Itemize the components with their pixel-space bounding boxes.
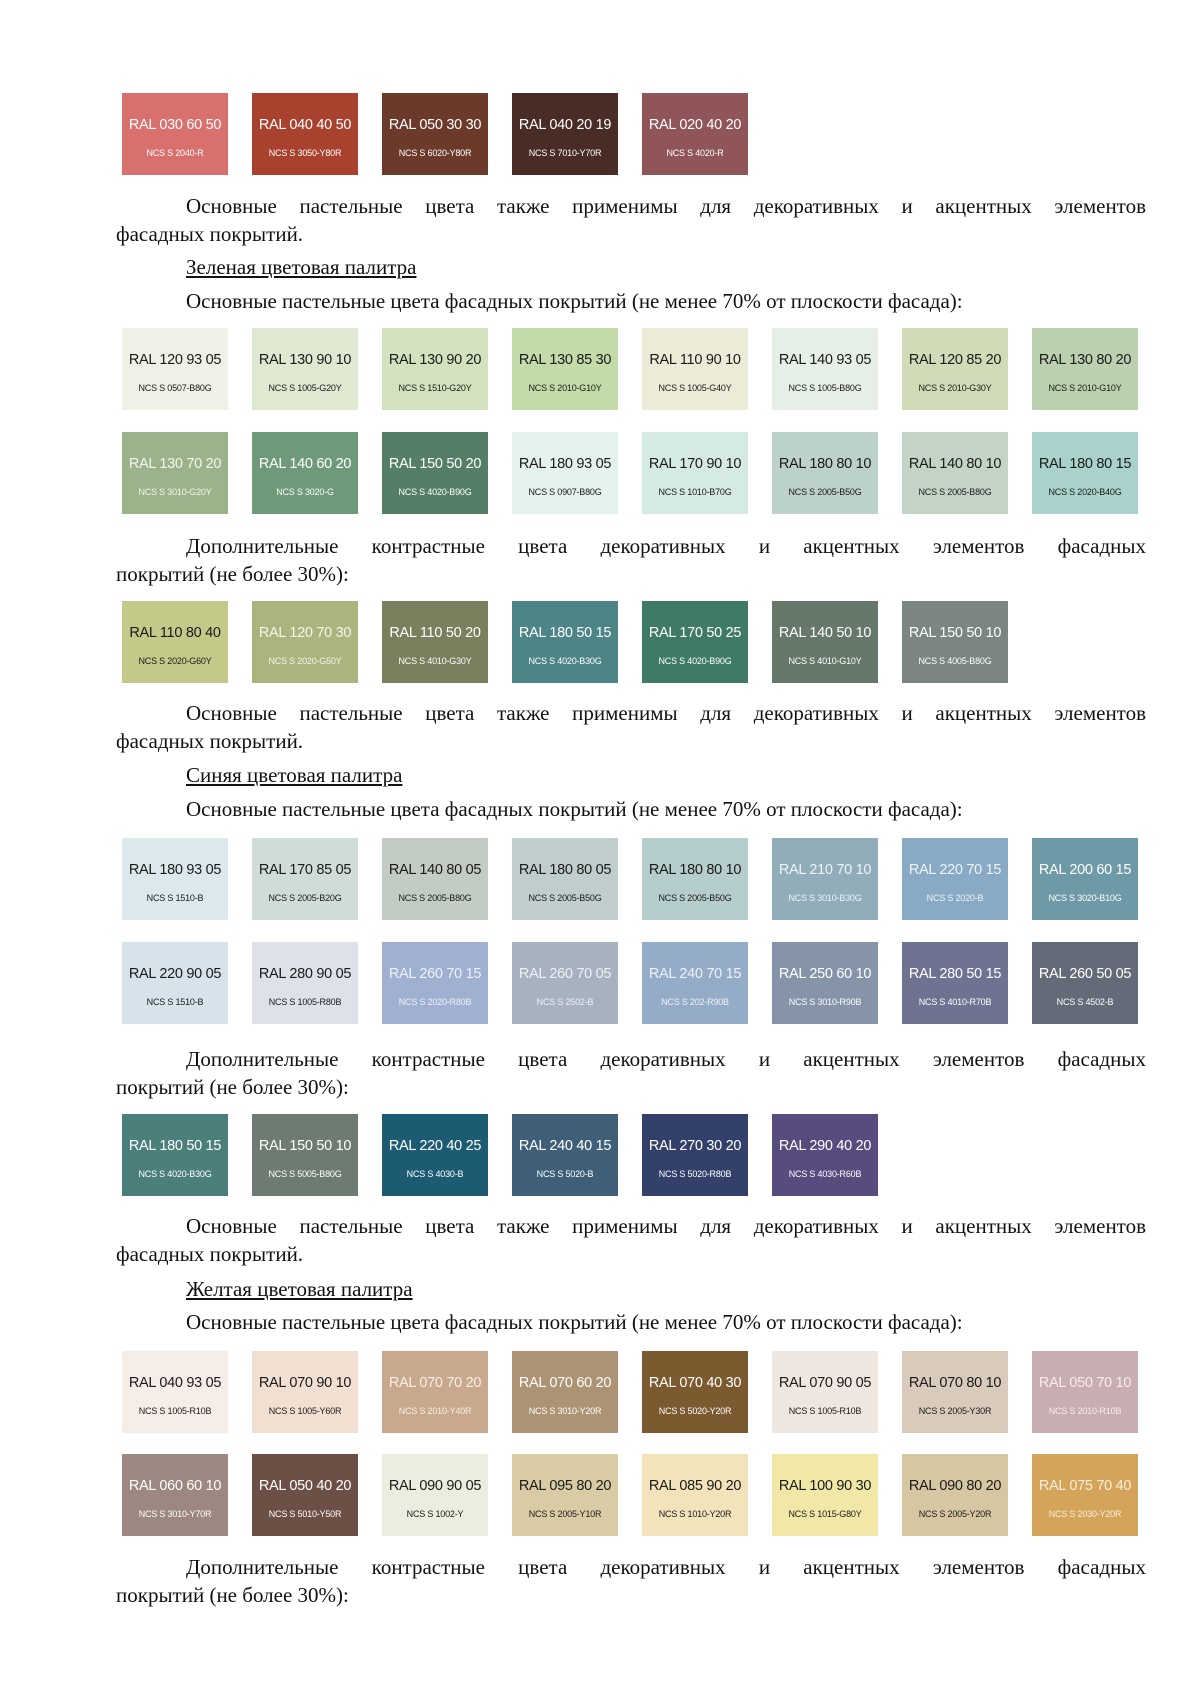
ral-code: RAL 180 93 05	[128, 862, 222, 878]
ncs-code: NCS S 2020-B	[926, 893, 984, 903]
color-swatch	[252, 1351, 358, 1433]
ral-code: RAL 050 40 20	[258, 1478, 352, 1494]
ral-code: RAL 120 85 20	[908, 352, 1002, 368]
ncs-code: NCS S 1010-Y20R	[658, 1509, 732, 1519]
ral-code: RAL 210 70 10	[778, 862, 872, 878]
ncs-code: NCS S 4010-R70B	[918, 997, 992, 1007]
ncs-code: NCS S 3020-B10G	[1048, 893, 1122, 903]
ncs-code: NCS S 7010-Y70R	[528, 148, 602, 158]
ncs-code: NCS S 4020-B30G	[138, 1169, 212, 1179]
color-swatch	[122, 328, 228, 410]
ral-code: RAL 240 70 15	[648, 966, 742, 982]
yellow-main-row-2	[0, 1454, 1200, 1540]
ral-code: RAL 130 80 20	[1038, 352, 1132, 368]
ral-code: RAL 110 90 10	[649, 352, 741, 368]
ral-code: RAL 100 90 30	[778, 1478, 872, 1494]
color-swatch	[772, 432, 878, 514]
color-swatch	[772, 328, 878, 410]
ral-code: RAL 040 93 05	[128, 1375, 222, 1391]
ral-code: RAL 180 93 05	[518, 456, 612, 472]
ral-code: RAL 095 80 20	[518, 1478, 612, 1494]
red-swatch-row	[0, 93, 1200, 179]
ncs-code: NCS S 2005-B50G	[528, 893, 602, 903]
ncs-code: NCS S 6020-Y80R	[398, 148, 472, 158]
ncs-code: NCS S 5020-B	[536, 1169, 594, 1179]
color-swatch	[772, 1114, 878, 1196]
ral-code: RAL 040 40 50	[258, 117, 352, 133]
color-swatch	[382, 838, 488, 920]
ncs-code: NCS S 2010-G30Y	[918, 383, 992, 393]
ral-code: RAL 075 70 40	[1038, 1478, 1132, 1494]
color-swatch	[252, 328, 358, 410]
color-swatch	[1032, 328, 1138, 410]
color-swatch	[642, 838, 748, 920]
green-accent-row	[0, 601, 1200, 687]
ral-code: RAL 180 50 15	[128, 1138, 222, 1154]
color-swatch	[382, 328, 488, 410]
ncs-code: NCS S 2010-G10Y	[528, 383, 602, 393]
ncs-code: NCS S 1510-B	[146, 997, 204, 1007]
ncs-code: NCS S 1005-B80G	[788, 383, 862, 393]
ncs-code: NCS S 4502-B	[1056, 997, 1114, 1007]
color-swatch	[252, 1454, 358, 1536]
color-swatch	[512, 838, 618, 920]
ral-code: RAL 260 50 05	[1038, 966, 1132, 982]
ral-code: RAL 130 90 10	[258, 352, 352, 368]
color-swatch	[122, 1454, 228, 1536]
ncs-code: NCS S 2005-Y10R	[528, 1509, 602, 1519]
color-swatch	[122, 942, 228, 1024]
color-swatch	[642, 601, 748, 683]
color-swatch	[252, 1114, 358, 1196]
ncs-code: NCS S 4030-R60B	[788, 1169, 862, 1179]
ncs-code: NCS S 1005-G20Y	[268, 383, 342, 393]
ral-code: RAL 040 20 19	[518, 117, 612, 133]
ral-code: RAL 150 50 10	[258, 1138, 352, 1154]
color-swatch	[772, 1454, 878, 1536]
ncs-code: NCS S 1015-G80Y	[788, 1509, 862, 1519]
color-swatch	[642, 1114, 748, 1196]
ral-code: RAL 220 90 05	[128, 966, 222, 982]
ncs-code: NCS S 5020-Y20R	[658, 1406, 732, 1416]
ral-code: RAL 120 70 30	[258, 625, 352, 641]
ncs-code: NCS S 0507-B80G	[138, 383, 212, 393]
blue-main-intro: Основные пастельные цвета фасадных покрытий (не менее 70% от плоскости фасада):	[186, 797, 963, 821]
color-swatch	[512, 1351, 618, 1433]
ncs-code: NCS S 2020-G50Y	[268, 656, 342, 666]
ncs-code: NCS S 2010-R10B	[1048, 1406, 1122, 1416]
ncs-code: NCS S 2005-Y30R	[918, 1406, 992, 1416]
ral-code: RAL 120 93 05	[128, 352, 222, 368]
green-main-row-1	[0, 328, 1200, 414]
color-swatch	[902, 942, 1008, 1024]
ral-code: RAL 090 90 05	[388, 1478, 482, 1494]
color-swatch	[382, 1454, 488, 1536]
color-swatch	[902, 1454, 1008, 1536]
ral-code: RAL 130 70 20	[128, 456, 222, 472]
ral-code: RAL 220 70 15	[908, 862, 1002, 878]
ral-code: RAL 140 80 10	[908, 456, 1002, 472]
blue-accent-row	[0, 1114, 1200, 1200]
color-swatch	[642, 328, 748, 410]
color-swatch	[512, 1114, 618, 1196]
ral-code: RAL 150 50 20	[388, 456, 482, 472]
color-swatch	[122, 601, 228, 683]
color-swatch	[772, 1351, 878, 1433]
ral-code: RAL 180 80 15	[1038, 456, 1132, 472]
color-swatch	[512, 328, 618, 410]
ral-code: RAL 260 70 05	[518, 966, 612, 982]
ncs-code: NCS S 0907-B80G	[528, 487, 602, 497]
red-note: Основные пастельные цвета также применимы для декоративных и акцентных элементов фасадных покрытий.	[116, 194, 1146, 246]
color-swatch	[252, 942, 358, 1024]
ral-code: RAL 050 70 10	[1038, 1375, 1132, 1391]
ncs-code: NCS S 4005-B80G	[918, 656, 992, 666]
ncs-code: NCS S 2005-B80G	[398, 893, 472, 903]
ral-code: RAL 220 40 25	[388, 1138, 482, 1154]
ncs-code: NCS S 2005-B20G	[268, 893, 342, 903]
ncs-code: NCS S 1005-R10B	[788, 1406, 862, 1416]
ral-code: RAL 280 50 15	[908, 966, 1002, 982]
color-swatch	[252, 601, 358, 683]
ral-code: RAL 140 80 05	[388, 862, 482, 878]
ral-code: RAL 180 80 05	[518, 862, 612, 878]
ncs-code: NCS S 2020-G60Y	[138, 656, 212, 666]
ncs-code: NCS S 3010-Y70R	[138, 1509, 212, 1519]
blue-note: Основные пастельные цвета также применимы для декоративных и акцентных элементов фасадных покрытий.	[116, 1214, 1146, 1266]
ncs-code: NCS S 2010-Y40R	[398, 1406, 472, 1416]
green-main-intro: Основные пастельные цвета фасадных покрытий (не менее 70% от плоскости фасада):	[186, 289, 963, 313]
ncs-code: NCS S 4020-B90G	[658, 656, 732, 666]
color-swatch	[512, 601, 618, 683]
ncs-code: NCS S 3010-B30G	[788, 893, 862, 903]
color-swatch	[642, 1454, 748, 1536]
yellow-main-intro: Основные пастельные цвета фасадных покрытий (не менее 70% от плоскости фасада):	[186, 1310, 963, 1334]
ral-code: RAL 180 80 10	[648, 862, 742, 878]
ral-code: RAL 070 60 20	[518, 1375, 612, 1391]
ncs-code: NCS S 4010-G10Y	[788, 656, 862, 666]
ral-code: RAL 090 80 20	[908, 1478, 1002, 1494]
ncs-code: NCS S 2005-B50G	[658, 893, 732, 903]
ncs-code: NCS S 1005-R80B	[268, 997, 342, 1007]
color-swatch	[902, 328, 1008, 410]
ncs-code: NCS S 3050-Y80R	[268, 148, 342, 158]
ral-code: RAL 170 50 25	[648, 625, 742, 641]
color-swatch	[1032, 1351, 1138, 1433]
color-swatch	[642, 942, 748, 1024]
ral-code: RAL 140 93 05	[778, 352, 872, 368]
color-swatch	[122, 1351, 228, 1433]
ral-code: RAL 070 40 30	[648, 1375, 742, 1391]
blue-main-row-1	[0, 838, 1200, 924]
ncs-code: NCS S 2010-G10Y	[1048, 383, 1122, 393]
ncs-code: NCS S 2005-B80G	[918, 487, 992, 497]
color-swatch	[512, 432, 618, 514]
color-swatch	[382, 601, 488, 683]
color-swatch	[772, 601, 878, 683]
ncs-code: NCS S 1005-R10B	[138, 1406, 212, 1416]
ncs-code: NCS S 2502-B	[536, 997, 594, 1007]
color-swatch	[902, 432, 1008, 514]
ral-code: RAL 180 80 10	[778, 456, 872, 472]
yellow-accent-intro: Дополнительные контрастные цвета декоративных и акцентных элементов фасадных покрытий (не более 30%):	[116, 1555, 1146, 1607]
green-accent-intro: Дополнительные контрастные цвета декоративных и акцентных элементов фасадных покрытий (не более 30%):	[116, 534, 1146, 586]
ncs-code: NCS S 4030-B	[406, 1169, 464, 1179]
ral-code: RAL 110 80 40	[129, 625, 221, 641]
ncs-code: NCS S 1002-Y	[406, 1509, 464, 1519]
ral-code: RAL 130 90 20	[388, 352, 482, 368]
ral-code: RAL 060 60 10	[128, 1478, 222, 1494]
ral-code: RAL 030 60 50	[128, 117, 222, 133]
color-swatch	[382, 1351, 488, 1433]
green-palette-heading: Зеленая цветовая палитра	[186, 255, 417, 279]
blue-main-row-2	[0, 942, 1200, 1028]
ral-code: RAL 270 30 20	[648, 1138, 742, 1154]
color-swatch	[382, 93, 488, 175]
ral-code: RAL 200 60 15	[1038, 862, 1132, 878]
ncs-code: NCS S 2040-R	[146, 148, 204, 158]
color-swatch	[382, 432, 488, 514]
ncs-code: NCS S 4010-G30Y	[398, 656, 472, 666]
ncs-code: NCS S 3010-Y20R	[528, 1406, 602, 1416]
color-swatch	[512, 93, 618, 175]
color-swatch	[642, 432, 748, 514]
ncs-code: NCS S 2005-B50G	[788, 487, 862, 497]
ral-code: RAL 140 60 20	[258, 456, 352, 472]
ncs-code: NCS S 202-R90B	[661, 997, 729, 1007]
color-swatch	[382, 1114, 488, 1196]
blue-accent-intro: Дополнительные контрастные цвета декоративных и акцентных элементов фасадных покрытий (не более 30%):	[116, 1047, 1146, 1099]
color-swatch	[122, 432, 228, 514]
color-swatch	[902, 838, 1008, 920]
ral-code: RAL 070 90 05	[778, 1375, 872, 1391]
ral-code: RAL 130 85 30	[518, 352, 612, 368]
ncs-code: NCS S 5020-R80B	[658, 1169, 732, 1179]
green-note: Основные пастельные цвета также применимы для декоративных и акцентных элементов фасадных покрытий.	[116, 701, 1146, 753]
color-swatch	[642, 93, 748, 175]
color-swatch	[772, 838, 878, 920]
ncs-code: NCS S 4020-R	[666, 148, 724, 158]
ncs-code: NCS S 3020-G	[276, 487, 334, 497]
ncs-code: NCS S 2020-R80B	[398, 997, 472, 1007]
ral-code: RAL 250 60 10	[778, 966, 872, 982]
ncs-code: NCS S 1005-Y60R	[268, 1406, 342, 1416]
ncs-code: NCS S 1510-B	[146, 893, 204, 903]
ncs-code: NCS S 2020-B40G	[1048, 487, 1122, 497]
color-swatch	[252, 93, 358, 175]
ncs-code: NCS S 5005-B80G	[268, 1169, 342, 1179]
ncs-code: NCS S 4020-B30G	[528, 656, 602, 666]
blue-palette-heading: Синяя цветовая палитра	[186, 763, 403, 787]
color-swatch	[902, 1351, 1008, 1433]
ral-code: RAL 180 50 15	[518, 625, 612, 641]
ncs-code: NCS S 2005-Y20R	[918, 1509, 992, 1519]
ral-code: RAL 170 90 10	[648, 456, 742, 472]
ral-code: RAL 110 50 20	[389, 625, 481, 641]
color-swatch	[642, 1351, 748, 1433]
color-swatch	[902, 601, 1008, 683]
ral-code: RAL 280 90 05	[258, 966, 352, 982]
ncs-code: NCS S 1005-G40Y	[658, 383, 732, 393]
color-swatch	[252, 432, 358, 514]
ral-code: RAL 240 40 15	[518, 1138, 612, 1154]
ncs-code: NCS S 1010-B70G	[658, 487, 732, 497]
ral-code: RAL 070 70 20	[388, 1375, 482, 1391]
ncs-code: NCS S 5010-Y50R	[268, 1509, 342, 1519]
ncs-code: NCS S 3010-R90B	[788, 997, 862, 1007]
color-swatch	[1032, 1454, 1138, 1536]
ncs-code: NCS S 1510-G20Y	[398, 383, 472, 393]
yellow-main-row-1	[0, 1351, 1200, 1437]
yellow-palette-heading: Желтая цветовая палитра	[186, 1277, 413, 1301]
color-swatch	[252, 838, 358, 920]
color-swatch	[772, 942, 878, 1024]
ral-code: RAL 070 90 10	[258, 1375, 352, 1391]
green-main-row-2	[0, 432, 1200, 518]
color-swatch	[1032, 838, 1138, 920]
color-swatch	[1032, 432, 1138, 514]
ncs-code: NCS S 3010-G20Y	[138, 487, 212, 497]
ral-code: RAL 085 90 20	[648, 1478, 742, 1494]
color-swatch	[122, 93, 228, 175]
ncs-code: NCS S 4020-B90G	[398, 487, 472, 497]
color-swatch	[1032, 942, 1138, 1024]
ral-code: RAL 170 85 05	[258, 862, 352, 878]
ral-code: RAL 150 50 10	[908, 625, 1002, 641]
color-swatch	[382, 942, 488, 1024]
ncs-code: NCS S 2030-Y20R	[1048, 1509, 1122, 1519]
ral-code: RAL 260 70 15	[388, 966, 482, 982]
ral-code: RAL 070 80 10	[908, 1375, 1002, 1391]
ral-code: RAL 020 40 20	[648, 117, 742, 133]
color-swatch	[122, 838, 228, 920]
ral-code: RAL 140 50 10	[778, 625, 872, 641]
color-swatch	[122, 1114, 228, 1196]
ral-code: RAL 050 30 30	[388, 117, 482, 133]
color-swatch	[512, 1454, 618, 1536]
color-swatch	[512, 942, 618, 1024]
ral-code: RAL 290 40 20	[778, 1138, 872, 1154]
